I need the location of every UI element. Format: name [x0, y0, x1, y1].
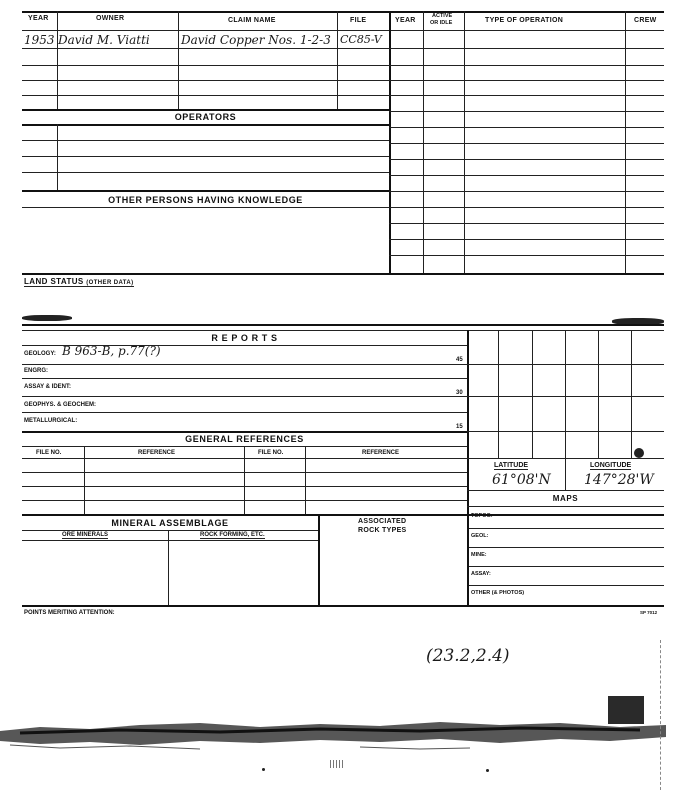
points-meriting-attention-label: POINTS MERITING ATTENTION:: [24, 610, 115, 616]
reports-title: R E P O R T S: [211, 333, 278, 343]
header-file: FILE: [350, 17, 367, 24]
ref-reference-1: REFERENCE: [138, 450, 176, 456]
top-border: [22, 11, 664, 13]
scan-speck: [330, 760, 344, 768]
header-bottom-line: [22, 30, 664, 31]
operators-label: OPERATORS: [174, 112, 237, 122]
header-crew: CREW: [634, 17, 657, 24]
rock-types-label: ROCK TYPES: [358, 527, 407, 534]
ref-file-no-1: FILE NO.: [36, 450, 62, 456]
maps-assay: ASSAY:: [471, 571, 491, 577]
header-year: YEAR: [28, 15, 49, 22]
associated-label: ASSOCIATED: [358, 518, 407, 525]
header-claim-name: CLAIM NAME: [228, 17, 276, 24]
general-references-title: GENERAL REFERENCES: [185, 434, 304, 444]
scan-noise-band: [0, 715, 678, 755]
row1-owner: David M. Viatti: [58, 33, 150, 47]
longitude-value: 147°28'W: [584, 472, 654, 488]
scale-45: 45: [456, 357, 463, 363]
mineral-assemblage-title: MINERAL ASSEMBLAGE: [111, 518, 229, 528]
geology-label: GEOLOGY:: [24, 351, 56, 357]
geology-value: B 963-B, p.77(?): [62, 344, 161, 358]
header-active: ACTIVE: [432, 13, 453, 19]
maps-topog: TOPOG:: [471, 513, 493, 519]
header-owner: OWNER: [96, 15, 125, 22]
row1-file: CC85-V: [340, 33, 382, 46]
engrg-label: ENGRG:: [24, 368, 48, 374]
other-persons-label: OTHER PERSONS HAVING KNOWLEDGE: [108, 195, 303, 205]
maps-title: MAPS: [552, 494, 579, 503]
land-status-label: LAND STATUS (OTHER DATA): [24, 277, 134, 286]
assay-ident-label: ASSAY & IDENT:: [24, 384, 72, 390]
scale-30: 30: [456, 390, 463, 396]
metallurgical-label: METALLURGICAL:: [24, 418, 78, 424]
rock-forming-label: ROCK FORMING, ETC.: [200, 532, 265, 538]
scan-speck: [262, 768, 265, 771]
scan-edge-line: [660, 640, 661, 790]
longitude-label: LONGITUDE: [590, 462, 632, 469]
form-number: SP 7012: [640, 610, 658, 615]
ref-file-no-2: FILE NO.: [258, 450, 284, 456]
ref-reference-2: REFERENCE: [362, 450, 400, 456]
maps-geol: GEOL:: [471, 533, 489, 539]
punch-hole: [634, 448, 644, 458]
scan-smudge-left: [22, 315, 72, 321]
row1-claim-name: David Copper Nos. 1-2-3: [181, 33, 331, 47]
middle-bottom-border: [22, 605, 664, 607]
latitude-value: 61°08'N: [492, 472, 551, 488]
header-type-of-operation: TYPE OF OPERATION: [485, 17, 564, 24]
header-year-2: YEAR: [395, 17, 416, 24]
middle-top-border: [22, 324, 664, 326]
geophys-geochem-label: GEOPHYS. & GEOCHEM:: [24, 402, 97, 408]
maps-mine: MINE:: [471, 552, 487, 558]
row1-year: 1953: [24, 33, 55, 47]
latitude-label: LATITUDE: [494, 462, 529, 469]
scan-speck: [486, 769, 489, 772]
scale-15: 15: [456, 424, 463, 430]
ore-minerals-label: ORE MINERALS: [62, 532, 109, 538]
reports-right-border: [467, 330, 469, 515]
header-or-idle: OR IDLE: [430, 20, 453, 26]
top-table-bottom: [22, 273, 664, 275]
handwritten-coordinates: (23.2,2.4): [426, 646, 510, 666]
maps-other: OTHER (& PHOTOS): [471, 590, 525, 596]
